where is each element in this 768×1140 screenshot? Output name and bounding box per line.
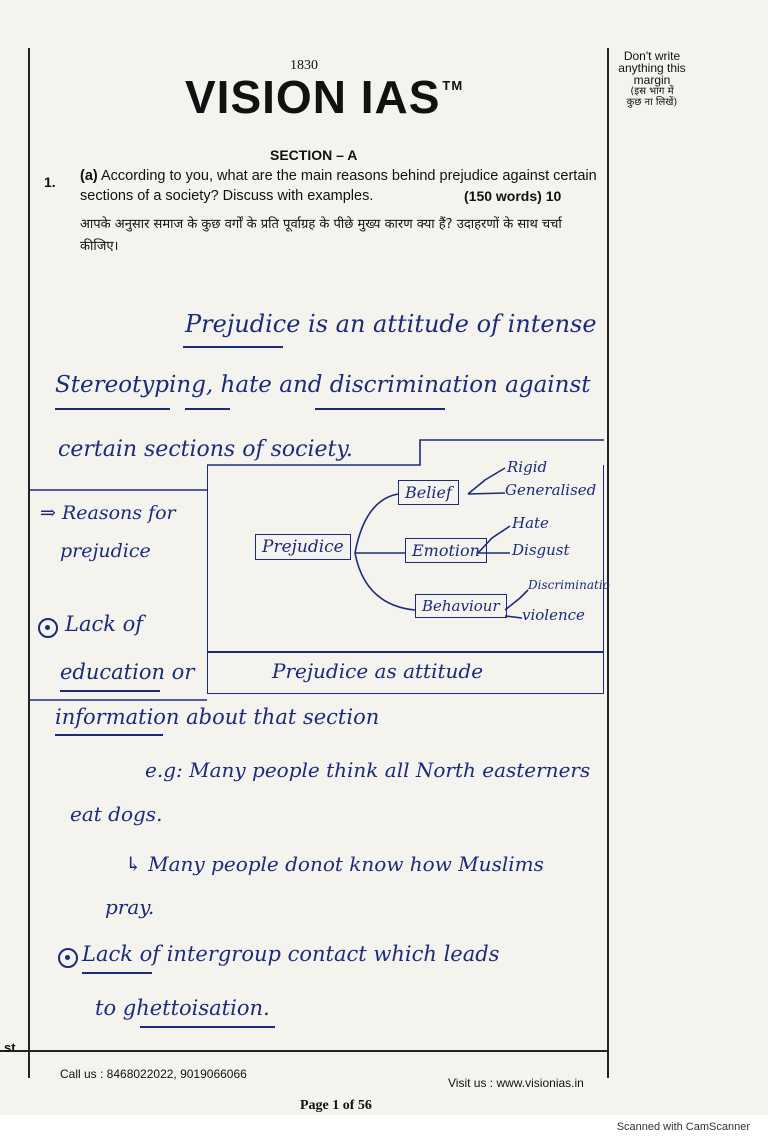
underline-ghettoisation (140, 1026, 275, 1028)
edge-text: st (4, 1040, 16, 1055)
belief-item-generalised: Generalised (505, 481, 597, 499)
brand-name: VISION IAS (185, 71, 441, 123)
emotion-item-hate: Hate (512, 514, 549, 532)
bottom-rule (28, 1050, 608, 1052)
page-number: Page 1 of 56 (300, 1098, 372, 1113)
margin-note (612, 50, 692, 108)
diagram-node-emotion: Emotion (405, 538, 487, 563)
bullet-icon (38, 618, 58, 638)
question-body: According to you, what are the main reasons behind prejudice against certain sections of a society? Discuss with examples. (80, 168, 597, 204)
point-2-line-a: Lack of intergroup contact which leads (82, 942, 500, 966)
underline-information (55, 734, 163, 736)
diagram-node-belief: Belief (398, 480, 459, 505)
underline-discrimination (315, 408, 445, 410)
underline-education (60, 690, 160, 692)
section-heading: SECTION – A (270, 147, 358, 163)
reasons-label-line-2: prejudice (60, 540, 151, 562)
trademark-mark: TM (442, 78, 464, 93)
answer-line-1: Prejudice is an attitude of intense (185, 310, 597, 338)
question-hindi: आपके अनुसार समाज के कुछ वर्गों के प्रति पूर्वाग्रह के पीछे मुख्य कारण क्या हैं? उदाहरणों के साथ चर्चा कीजिए। (80, 217, 562, 254)
website-link[interactable]: Visit us : www.visionias.in (448, 1076, 584, 1090)
question-marks: (150 words) 10 (464, 188, 562, 204)
margin-note-hindi-2: कुछ ना लिखें) (626, 97, 678, 108)
example-1-line-a: e.g: Many people think all North easterners (145, 758, 591, 782)
underline-stereotyping (55, 408, 170, 410)
left-margin-line (28, 48, 30, 1078)
underline-lack-of (82, 972, 152, 974)
underline-hate (185, 408, 230, 410)
question-part: (a) (80, 168, 98, 184)
reasons-label-line-1: ⇒ Reasons for (40, 502, 176, 524)
margin-note-line-2: anything this (618, 61, 686, 75)
margin-note-line-3: margin (633, 73, 671, 87)
scanner-watermark: Scanned with CamScanner (616, 1121, 750, 1133)
belief-item-rigid: Rigid (507, 458, 548, 476)
margin-note-line-1: Don't write (623, 49, 681, 63)
right-margin-line (607, 48, 609, 1078)
diagram-node-behaviour: Behaviour (415, 594, 507, 618)
margin-note-hindi-1: (इस भाग में (630, 86, 674, 97)
answer-line-2: Stereotyping, hate and discrimination against (55, 372, 591, 398)
diagram-caption: Prejudice as attitude (272, 659, 484, 683)
example-2-line-b: pray. (105, 895, 155, 919)
scanner-footer (0, 1115, 768, 1140)
diagram-caption-divider (207, 651, 604, 653)
behaviour-item-violence: violence (522, 606, 585, 624)
bullet-icon (58, 948, 78, 968)
point-1-line-b: education or (60, 660, 195, 684)
behaviour-item-discrimination: Discriminatio (528, 578, 610, 592)
underline-prejudice (183, 346, 283, 348)
example-1-line-b: eat dogs. (70, 802, 163, 826)
question-number: 1. (44, 174, 56, 190)
point-1-line-a: Lack of (65, 612, 144, 636)
point-1-line-c: information about that section (55, 705, 380, 729)
example-2-line-a: ↳ Many people donot know how Muslims (125, 852, 544, 876)
paper-code: 1830 (290, 58, 318, 73)
contact-phone: Call us : 8468022022, 9019066066 (60, 1067, 247, 1081)
diagram-node-prejudice: Prejudice (255, 534, 351, 560)
emotion-item-disgust: Disgust (512, 541, 570, 559)
answer-line-3: certain sections of society. (58, 437, 353, 462)
point-2-line-b: to ghettoisation. (95, 996, 270, 1020)
brand-logo (185, 70, 463, 124)
